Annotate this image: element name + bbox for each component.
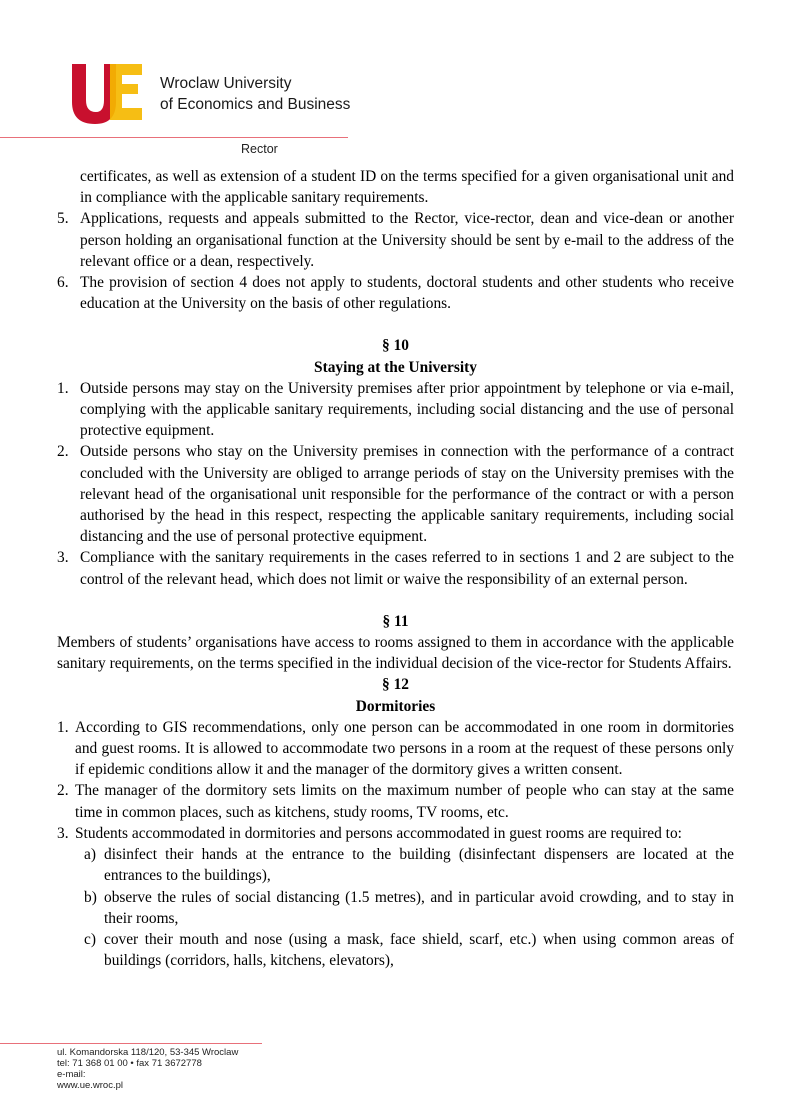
section-10-title: Staying at the University [314,358,477,376]
footer-divider [0,1043,262,1044]
footer-email: e-mail: [57,1069,86,1080]
item-text: Students accommodated in dormitories and persons accommodated in guest rooms are required to: [75,824,682,842]
section-12-number: § 12 [382,676,409,694]
item-number: 5. [57,210,69,228]
item-number: 1. [57,379,69,397]
item-number: 2. [57,782,69,800]
university-logo [70,60,145,126]
item-number: 3. [57,549,69,567]
section-10-list [57,378,734,590]
item-text: The provision of section 4 does not apply to students, doctoral students and other students who receive education at the University on the basis of other regulations. [80,274,734,313]
university-name-line2: of Economics and Business [160,96,351,113]
logo-e-shape [110,64,142,120]
header-divider [0,137,348,138]
section-12-sublist [57,844,734,971]
item-letter: c) [84,930,96,948]
list-item [57,208,734,272]
list-item [57,441,734,547]
document-body [57,166,734,971]
item-text: cover their mouth and nose (using a mask, face shield, scarf, etc.) when using common areas of buildings (corridors, halls, kitchens, elevators), [104,930,734,970]
list-item [57,378,734,442]
item-number: 2. [57,443,69,461]
item-letter: b) [84,888,97,906]
item-text: Outside persons who stay on the University premises in connection with the performance of a contract concluded with the University are obliged to arrange periods of stay on the University premises with the relevant head of the organisational unit responsible for the performance of the contract or with a person authorised by the head in this respect, respecting the applicable sanitary requirements, including social distancing and the use of personal protective equipment. [80,443,734,546]
item-number: 3. [57,824,69,842]
section-11-text: Members of students’ organisations have access to rooms assigned to them in accordance with the applicable sanitary requirements, on the terms specified in the individual decision of the vice-rector for Students Affairs. [57,634,734,673]
list-item [57,780,734,822]
item-text: Outside persons may stay on the University premises after prior appointment by telephone or via e-mail, complying with the applicable sanitary requirements, including social distancing and the use of personal protective equipment. [80,379,734,440]
item-text: The manager of the dormitory sets limits on the maximum number of people who can stay at the same time in common places, such as kitchens, study rooms, TV rooms, etc. [75,782,734,821]
section-11-number: § 11 [382,612,409,630]
logo-u-shape [72,64,116,124]
section-12-title: Dormitories [355,697,436,715]
list-item [84,929,734,971]
item-number: 6. [57,274,69,292]
footer-address: ul. Komandorska 118/120, 53-345 Wroclaw [57,1047,239,1058]
item-text: Applications, requests and appeals submitted to the Rector, vice-rector, dean and vice-dean or another person holding an organisational function at the University should be sent by e-mail to the address of the relevant office or a dean, respectively. [80,210,734,270]
item-text: observe the rules of social distancing (1.5 metres), and in particular avoid crowding, and to stay in their rooms, [104,888,734,927]
list-item [57,823,734,844]
footer-website[interactable]: www.ue.wroc.pl [57,1080,123,1091]
item-text: Compliance with the sanitary requirements in the cases referred to in sections 1 and 2 are subject to the control of the relevant head, which does not limit or waive the responsibility of an external person. [80,549,734,588]
intro-continuation: certificates, as well as extension of a student ID on the terms specified for a given organisational unit and in compliance with the applicable sanitary requirements. [80,168,734,207]
item-letter: a) [84,846,96,864]
item-number: 1. [57,718,69,736]
office-label: Rector [241,142,278,156]
list-item [57,547,734,589]
university-name [160,73,350,115]
section-10-number: § 10 [382,337,409,355]
footer-contact [57,1047,238,1091]
list-item [57,272,734,314]
list-item [84,844,734,886]
section-12-list [57,717,734,844]
item-text: disinfect their hands at the entrance to the building (disinfectant dispensers are located at the entrances to the buildings), [104,846,734,885]
list-item [57,717,734,781]
footer-phone: tel: 71 368 01 00 • fax 71 3672778 [57,1058,202,1069]
university-name-line1: Wroclaw University [160,75,292,92]
list-item [84,887,734,929]
prior-items-list [57,208,734,314]
item-text: According to GIS recommendations, only one person can be accommodated in one room in dormitories and guest rooms. It is allowed to accommodate two persons in a room at the request of these persons only if epidemic conditions allow it and the manager of the dormitory gives a written consent. [75,718,734,779]
